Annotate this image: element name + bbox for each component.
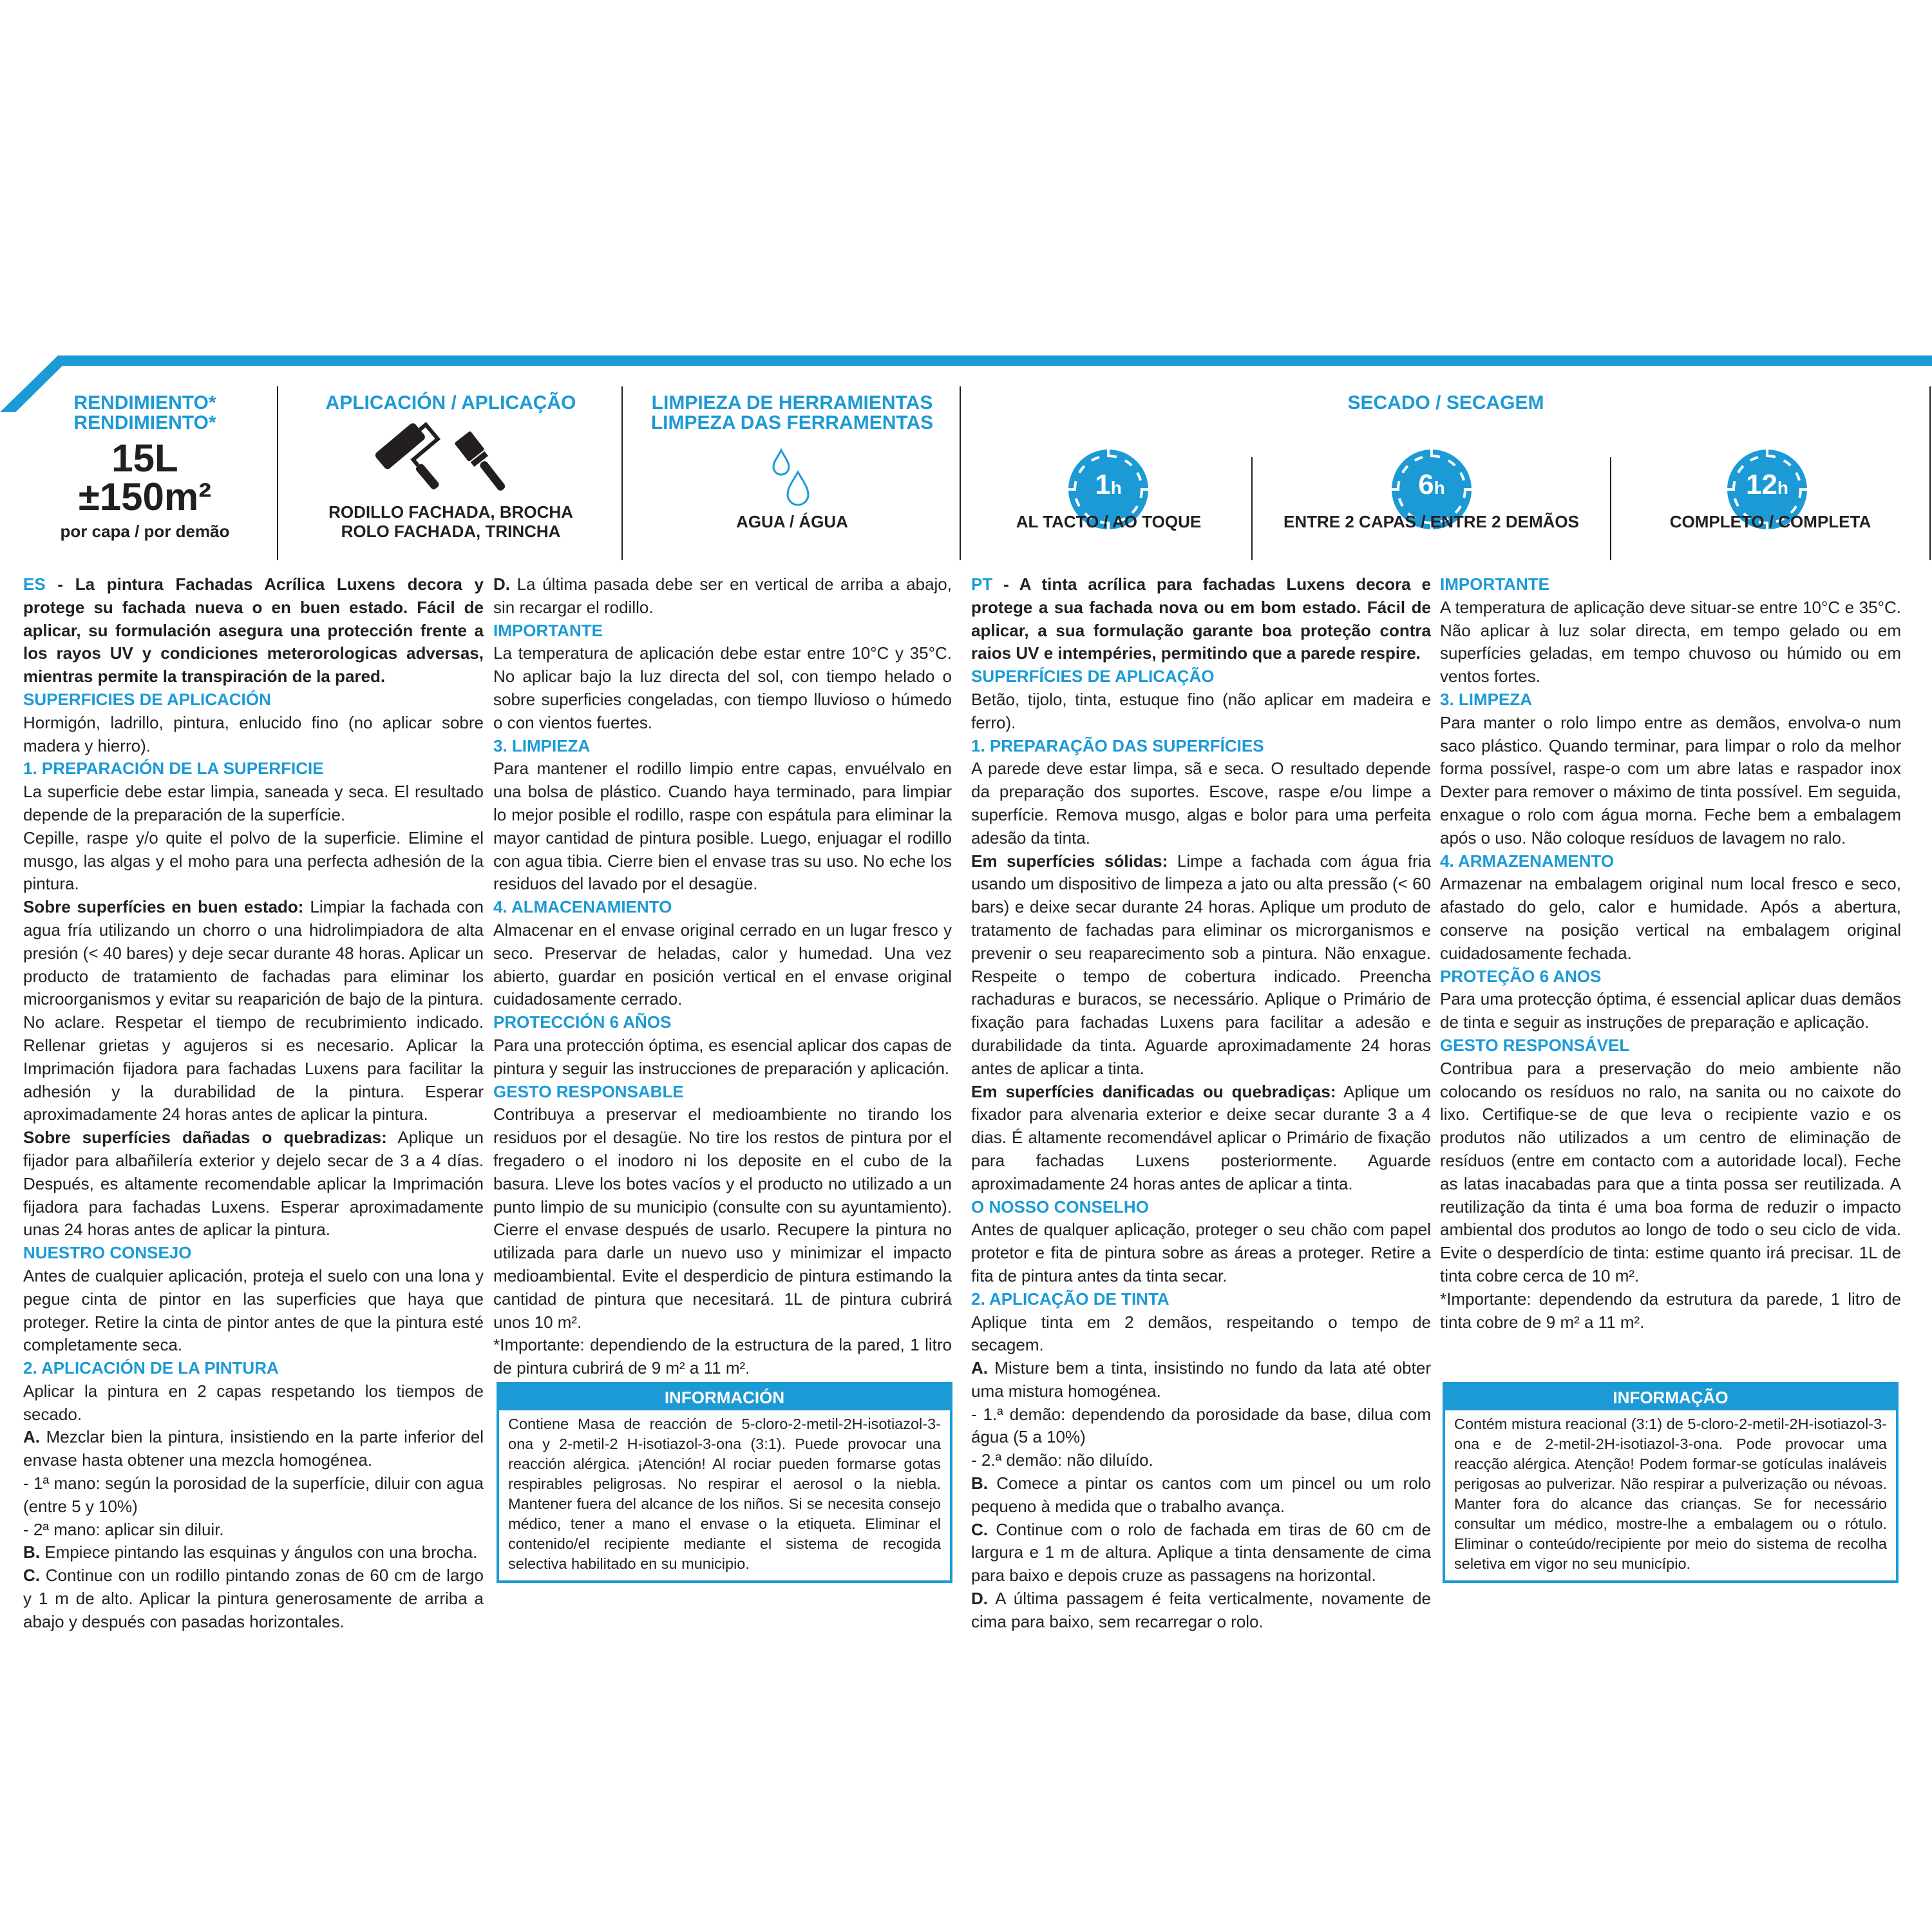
- es-note: *Importante: dependiendo de la estructura de la pared, 1 litro de pintura cubrirá de 9 m² a 11 m².: [493, 1335, 952, 1378]
- es-prep-2: Cepille, raspe y/o quite el polvo de la superficie. Elimine el musgo, las algas y el moho para una perfecta adhesión de la pintura.: [23, 828, 484, 894]
- es-step-b: [23, 1541, 484, 1564]
- drying-time: [1063, 469, 1153, 501]
- pt-coat-1: - 1.ª demão: dependendo da porosidade da base, dilua com água (5 a 10%): [971, 1404, 1431, 1447]
- pt-solid-lead: Em superfícies sólidas:: [971, 851, 1168, 871]
- pt-step-c: [971, 1519, 1431, 1587]
- pt-column-1: [971, 573, 1431, 1634]
- application-tools: [283, 502, 618, 541]
- es-step-a: [23, 1426, 484, 1472]
- es-good-lead: Sobre superfícies en buen estado:: [23, 897, 304, 917]
- pt-surfaces: Betão, tijolo, tinta, estuque fino (não aplicar em madeira e ferro).: [971, 689, 1431, 732]
- es-protection-heading: PROTECCIÓN 6 AÑOS: [493, 1012, 672, 1032]
- header-divider: [1929, 386, 1931, 560]
- es-step-c-text: Continue con un rodillo pintando zonas de 60 cm de largo y 1 m de alto. Aplicar la pintura generosamente de arriba a abajo y después con pasadas horizontales.: [23, 1566, 484, 1631]
- es-tip: Antes de cualquier aplicación, proteja el suelo con una lona y pegue cinta de pintor en las superficies que haya que proteger. Retire la cinta de pintor antes de que la pintura esté completamente seca.: [23, 1265, 484, 1355]
- pt-step-b-text: Comece a pintar os cantos com um pincel ou um rolo pequeno à medida que o trabalho avança.: [971, 1473, 1431, 1516]
- pt-step-a-lead: A.: [971, 1358, 988, 1378]
- drying-time-unit: h: [1777, 478, 1789, 498]
- drying-time-unit: h: [1110, 478, 1122, 498]
- drying-caption: COMPLETO / COMPLETA: [1669, 512, 1871, 531]
- pt-info-box: [1443, 1382, 1899, 1583]
- application-section: [283, 386, 618, 560]
- yield-coverage: ±150m²: [78, 475, 212, 518]
- cleaning-title-pt: LIMPEZA DAS FERRAMENTAS: [650, 412, 934, 433]
- pt-step-b: [971, 1472, 1431, 1519]
- yield-volume: 15L: [111, 437, 178, 480]
- cleaning-title: LIMPIEZA DE HERRAMIENTAS: [651, 392, 933, 413]
- pt-column-2: [1440, 573, 1901, 1334]
- es-intro: [23, 573, 484, 688]
- paint-roller-icon: [374, 422, 451, 506]
- es-step-d-text: La última pasada debe ser en vertical de arriba a abajo, sin recargar el rodillo.: [493, 574, 952, 617]
- es-good-surfaces: [23, 896, 484, 1126]
- es-info-box: [497, 1382, 952, 1583]
- water-drops-icon: [770, 448, 815, 512]
- es-info-text: Contiene Masa de reacción de 5-cloro-2-metil-2H-isotiazol-3-ona y 2-metil-2 H-isotiazol-3-ona (3:1). Puede provocar una reacción alérgica. ¡Atención! Al rociar pueden formarse gotas respirables peligrosas. No respirar el aerosol o la niebla. Mantener fuera del alcance de los niños. Si se necesita consejo médico, tener a mano el envase o la etiqueta. Eliminar el contenido/el recipiente mediante el sistema de recogida selectiva habilitado en su municipio.: [508, 1416, 941, 1572]
- pt-solid-text: Limpe a fachada com água fria usando um dispositivo de limpeza a jato ou alta pressão (< 60 bars) e deixe secar durante 24 horas. Aplique um produto de tratamento de fachadas para eliminar os microrganismos e prevenir o seu reaparecimento sob a pintura. Não enxague. Respeite o tempo de cobertura indicado. Preencha rachaduras e buracos, se necessário. Aplique o Primário de fixação para fachadas Luxens para facilitar a adesão e durabilidade da tinta. Aguarde aproximadamente 24 horas antes de aplicar a tinta.: [971, 851, 1431, 1078]
- es-intro-text: - La pintura Fachadas Acrílica Luxens decora y protege su fachada nueva o en buen estado. Fácil de aplicar, su formulación asegura una protección frente a los rayos UV y condiciones meterorologicas adversas, mientras permite la transpiración de la pared.: [23, 574, 484, 687]
- pt-prep-heading: 1. PREPARAÇÃO DAS SUPERFÍCIES: [971, 735, 1264, 755]
- pt-damaged-lead: Em superfícies danificadas ou quebradiças:: [971, 1081, 1336, 1101]
- drying-item: [1611, 386, 1929, 560]
- es-step-a-text: Mezclar bien la pintura, insistiendo en la parte inferior del envase hasta obtener una mezcla homogénea.: [23, 1427, 484, 1470]
- drying-item: [966, 386, 1251, 560]
- pt-step-a-text: Misture bem a tinta, insistindo no fundo da lata até obter uma mistura homogénea.: [971, 1358, 1431, 1401]
- es-damaged-lead: Sobre superfícies dañadas o quebradizas:: [23, 1128, 387, 1148]
- drying-time: [1387, 469, 1477, 501]
- application-tools-pt: ROLO FACHADA, TRINCHA: [341, 522, 561, 541]
- pt-cleaning: Para manter o rolo limpo entre as demãos, envolva-o num saco plástico. Quando terminar, para limpar o rolo da melhor forma possível, raspe-o com um abre latas e raspador inox Dexter para remover o máximo de tinta possível. Em seguida, enxague o rolo com água morna. Feche bem a embalagem após o uso. Não coloque resíduos de lavagem no ralo.: [1440, 712, 1901, 848]
- es-step-a-lead: A.: [23, 1427, 40, 1447]
- es-step-d: [493, 573, 952, 620]
- top-accent-bar: [0, 0, 1932, 412]
- es-good-text: Limpiar la fachada con agua fría utilizando un chorro o una hidrolimpiadora de alta presión (< 40 bares) y deje secar durante 48 horas. Aplicar un producto de tratamiento de fachadas para eliminar los microorganismos y evitar su reaparición de bajo de la pintura. No aclare. Respetar el tiempo de recubrimiento indicado. Rellenar grietas y agujeros si es necesario. Aplicar la Imprimación fijadora para fachadas Luxens para facilitar la adhesión y la durabilidad de la pintura. Esperar aproximadamente 24 horas antes de aplicar la pintura.: [23, 897, 484, 1124]
- pt-important-heading: IMPORTANTE: [1440, 574, 1549, 594]
- header-divider: [960, 386, 961, 560]
- es-responsible: Contribuya a preservar el medioambiente no tirando los residuos por el desagüe. No tire los restos de pintura por el fregadero o el inodoro ni los deposite en el cubo de la basura. Lleve los botes vacíos y el producto no utilizado a un punto limpio de su municipio (consulte con su ayuntamiento). Cierre el envase después de usarlo. Recupere la pintura no utilizada para darle un nuevo uso y minimizar el impacto medioambiental. Evite el desperdicio de pintura estimando la cantidad de pintura que necesitará. 1L de pintura cubrirá unos 10 m².: [493, 1104, 952, 1332]
- pt-step-b-lead: B.: [971, 1473, 988, 1493]
- pt-coat-2: - 2.ª demão: não diluído.: [971, 1450, 1153, 1470]
- drying-time: [1722, 469, 1812, 501]
- pt-info-text: Contém mistura reacional (3:1) de 5-cloro-2-metil-2H-isotiazol-3-ona e de 2-metil-2H-isotiazol-3-ona. Pode provocar uma reacção alérgica. Atenção! Podem formar-se gotículas inaláveis perigosas ao pulverizar. Não respirar a pulverização ou névoas. Manter fora do alcance das crianças. Se for necessário consultar um médico, mostre-lhe a embalagem ou o rótulo. Eliminar o conteúdo/recipiente por meio do sistema de recolha seletiva em vigor no seu município.: [1454, 1416, 1887, 1572]
- pt-note: *Importante: dependendo da estrutura da parede, 1 litro de tinta cobre de 9 m² a 11 m².: [1440, 1289, 1901, 1332]
- es-coat-1: - 1ª mano: según la porosidad de la superfície, diluir con agua (entre 5 y 10%): [23, 1473, 484, 1516]
- drying-caption: AL TACTO / AO TOQUE: [1016, 512, 1202, 531]
- es-prep-1: La superficie debe estar limpia, saneada y seca. El resultado depende de la preparación de la superfície.: [23, 782, 484, 824]
- pt-storage-heading: 4. ARMAZENAMENTO: [1440, 851, 1615, 871]
- es-surfaces: Hormigón, ladrillo, pintura, enlucido fino (no aplicar sobre madera y hierro).: [23, 712, 484, 755]
- pt-intro: [971, 573, 1431, 665]
- es-info-heading: INFORMACIÓN: [499, 1385, 950, 1410]
- pt-responsible-heading: GESTO RESPONSÁVEL: [1440, 1035, 1630, 1055]
- es-step-c-lead: C.: [23, 1566, 40, 1586]
- pt-solid-surfaces: [971, 850, 1431, 1081]
- drying-item: [1253, 386, 1610, 560]
- pt-step-c-lead: C.: [971, 1519, 988, 1539]
- pt-protection-heading: PROTEÇÃO 6 ANOS: [1440, 966, 1602, 986]
- es-apply: Aplicar la pintura en 2 capas respetando los tiempos de secado.: [23, 1381, 484, 1424]
- es-coat-2: - 2ª mano: aplicar sin diluir.: [23, 1519, 224, 1539]
- pt-prep-1: A parede deve estar limpa, sã e seca. O resultado depende da preparação dos suportes. Escove, raspe e/ou limpe a superfície. Remova musgo, algas e bolor para uma perfeita adesão da tinta.: [971, 759, 1431, 848]
- pt-important: A temperatura de aplicação deve situar-se entre 10°C e 35°C. Não aplicar à luz solar directa, em tempo gelado ou em superfícies geladas, em tempo chuvoso ou húmido ou em ventos fortes.: [1440, 597, 1901, 687]
- es-column-1: [23, 573, 484, 1634]
- pt-apply-heading: 2. APLICAÇÃO DE TINTA: [971, 1289, 1170, 1309]
- es-storage: Almacenar en el envase original cerrado en un lugar fresco y seco. Preservar de heladas, calor y humedad. Una vez abierto, guardar en posición vertical en el envase original cuidadosamente cerrado.: [493, 920, 952, 1009]
- drying-caption: ENTRE 2 CAPAS / ENTRE 2 DEMÃOS: [1283, 512, 1579, 531]
- es-protection: Para una protección óptima, es esencial aplicar dos capas de pintura y seguir las instrucciones de preparación y aplicación.: [493, 1035, 952, 1078]
- pt-tip: Antes de qualquer aplicação, proteger o seu chão com papel protetor e fita de pintura sobre as áreas a proteger. Retire a fita de pintura antes da tinta secar.: [971, 1220, 1431, 1285]
- drying-time-unit: h: [1434, 478, 1445, 498]
- header-divider: [621, 386, 623, 560]
- es-storage-heading: 4. ALMACENAMIENTO: [493, 897, 672, 917]
- es-column-2: [493, 573, 952, 1380]
- drying-time-value: 6: [1418, 469, 1434, 500]
- cleaning-section: [628, 386, 956, 560]
- header-divider: [277, 386, 278, 560]
- yield-label: RENDIMIENTO*: [73, 392, 216, 413]
- pt-damaged-surfaces: [971, 1081, 1431, 1196]
- application-title: APLICACIÓN / APLICAÇÃO: [325, 392, 576, 413]
- pt-step-c-text: Continue com o rolo de fachada em tiras de 60 cm de largura e 1 m de altura. Aplique a tinta densamente de cima para baixo e depois cruze as passagens na horizontal.: [971, 1519, 1431, 1586]
- yield-per-coat: por capa / por demão: [60, 522, 230, 541]
- es-step-c: [23, 1564, 484, 1633]
- pt-cleaning-heading: 3. LIMPEZA: [1440, 689, 1533, 709]
- drying-time-value: 12: [1745, 469, 1777, 500]
- es-language-tag: ES: [23, 574, 46, 594]
- pt-intro-text: - A tinta acrílica para fachadas Luxens decora e protege a sua fachada nova ou em bom estado. Fácil de aplicar, a sua formulação garante boa proteção contra raios UV e intempéries, permitindo que a parede respire.: [971, 574, 1431, 663]
- es-step-b-lead: B.: [23, 1542, 40, 1562]
- pt-language-tag: PT: [971, 574, 993, 594]
- es-prep-heading: 1. PREPARACIÓN DE LA SUPERFICIE: [23, 759, 324, 779]
- es-step-d-lead: D.: [493, 574, 510, 594]
- pt-damaged-text: Aplique um fixador para alvenaria exterior e deixe secar durante 3 a 4 dias. É altamente recomendável aplicar o Primário de fixação para fachadas Luxens posteriormente. Aguarde aproximadamente 24 horas antes de aplicar a tinta.: [971, 1081, 1431, 1193]
- es-cleaning: Para mantener el rodillo limpio entre capas, envuélvalo en una bolsa de plástico. Cuando haya terminado, para limpiar lo mejor posible el rodillo, raspe con espátula para eliminar la mayor cantidad de pintura posible. Luego, enjuagar el rodillo con agua tibia. Cierre bien el envase tras su uso. No eche los residuos del lavado por el desagüe.: [493, 759, 952, 894]
- es-important: La temperatura de aplicación debe estar entre 10°C y 35°C. No aplicar bajo la luz directa del sol, con tiempo helado o sobre superficies congeladas, con tiempo lluvioso o húmedo o con vientos fuertes.: [493, 643, 952, 732]
- pt-step-a: [971, 1357, 1431, 1403]
- pt-tip-heading: O NOSSO CONSELHO: [971, 1197, 1149, 1217]
- es-cleaning-heading: 3. LIMPIEZA: [493, 735, 591, 755]
- es-damaged-text: Aplique un fijador para albañilería exterior y dejelo secar de 3 a 4 días. Después, es altamente recomendable aplicar la Imprimación fijadora para fachadas Luxens. Esperar aproximadamente unas 24 horas antes de aplicar la pintura.: [23, 1128, 484, 1240]
- drying-title: SECADO / SECAGEM: [1347, 392, 1544, 413]
- es-step-b-text: Empiece pintando las esquinas y ángulos con una brocha.: [40, 1542, 478, 1562]
- pt-protection: Para uma protecção óptima, é essencial aplicar duas demãos de tinta e seguir as instruções de preparação e aplicação.: [1440, 989, 1901, 1032]
- application-tools-es: RODILLO FACHADA, BROCHA: [328, 502, 573, 522]
- drying-time-value: 1: [1095, 469, 1111, 500]
- pt-step-d-lead: D.: [971, 1589, 988, 1609]
- pt-apply: Aplique tinta em 2 demãos, respeitando o tempo de secagem.: [971, 1312, 1431, 1355]
- yield-section: [26, 386, 264, 560]
- es-tip-heading: NUESTRO CONSEJO: [23, 1243, 192, 1263]
- pt-step-d-text: A última passagem é feita verticalmente, novamente de cima para baixo, sem recarregar o rolo.: [971, 1589, 1431, 1631]
- pt-responsible: Contribua para a preservação do meio ambiente não colocando os resíduos no ralo, na sanita ou no caixote do lixo. Certifique-se de que leva o recipiente vazio e os produtos não utilizados a um centro de eliminação de resíduos (entre em contacto com a autoridade local). Feche as latas inacabadas para que a tinta possa ser reutilizada. A reutilização da tinta é uma boa forma de reduzir o impacto ambiental dos produtos ao longo de todo o seu ciclo de vida. Evite o desperdício de tinta: estime quanto irá precisar. 1L de tinta cobre cerca de 10 m².: [1440, 1058, 1901, 1285]
- cleaning-caption: AGUA / ÁGUA: [736, 512, 848, 531]
- yield-label-pt: RENDIMIENTO*: [73, 412, 216, 433]
- es-responsible-heading: GESTO RESPONSABLE: [493, 1081, 684, 1101]
- es-apply-heading: 2. APLICACIÓN DE LA PINTURA: [23, 1358, 279, 1378]
- paint-brush-icon: [454, 425, 512, 502]
- pt-surfaces-heading: SUPERFÍCIES DE APLICAÇÃO: [971, 667, 1215, 687]
- es-damaged-surfaces: [23, 1126, 484, 1242]
- pt-step-d: [971, 1587, 1431, 1634]
- es-surfaces-heading: SUPERFICIES DE APLICACIÓN: [23, 689, 271, 709]
- pt-storage: Armazenar na embalagem original num local fresco e seco, afastado do gelo, calor e humidade. Após a abertura, conserve na posição vertical na embalagem original cuidadosamente fechada.: [1440, 874, 1901, 963]
- pt-info-heading: INFORMAÇÃO: [1445, 1385, 1896, 1410]
- es-important-heading: IMPORTANTE: [493, 620, 603, 640]
